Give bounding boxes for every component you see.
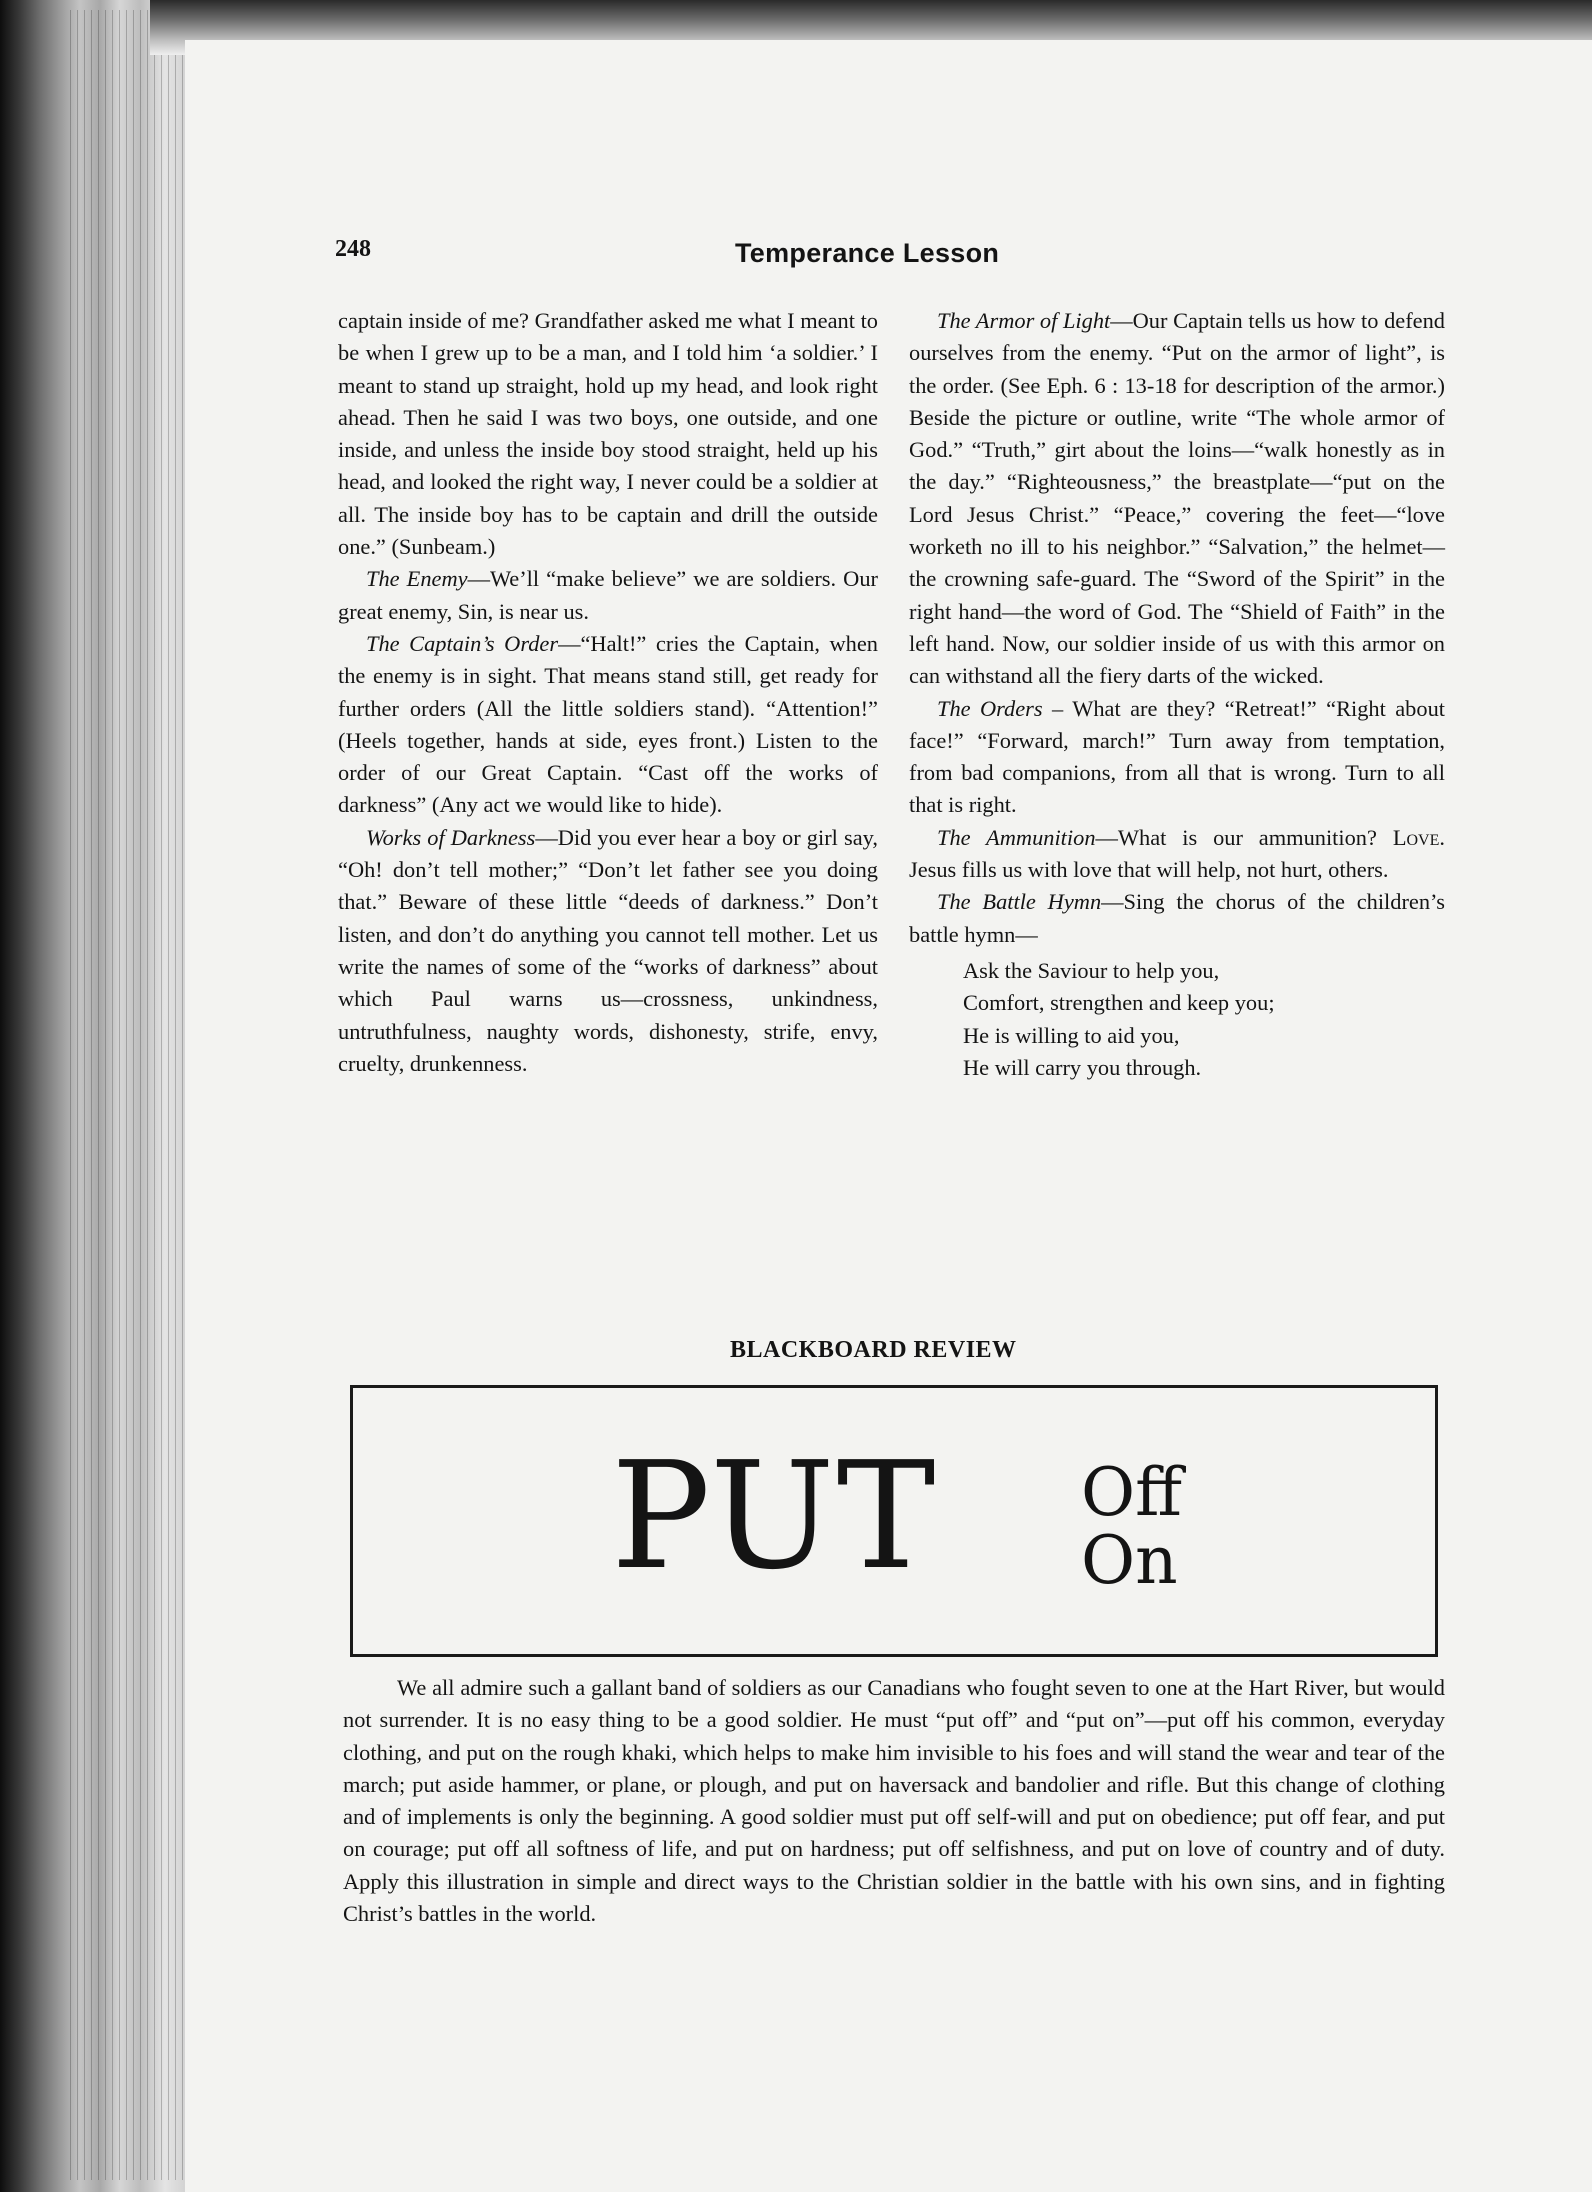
right-column [909,305,1445,1084]
left-column [338,305,878,1080]
left-paragraph-2 [338,563,878,628]
right-paragraph-1 [909,305,1445,693]
section-text-works-of-darkness: —Did you ever hear a boy or girl say, “Oh! don’t tell mother;” “Don’t let father see you doing that.” Beware of these little “deeds of darkness.” Don’t listen, and don’t do anything you cannot tell mother. Let us write the names of some of the “works of darkness” about which Paul warns us—crossness, unkindness, untruthfulness, naughty words, dishonesty, strife, envy, cruelty, drunkenness. [338,824,878,1076]
running-title: Temperance Lesson [735,238,1000,268]
right-paragraph-2 [909,693,1445,822]
right-paragraph-4 [909,886,1445,951]
section-text-battle-hymn: —Sing the chorus of the children’s battle hymn— [909,889,1445,947]
blackboard-review-box [350,1385,1438,1657]
review-word-on: On [1081,1522,1178,1599]
closing-section [343,1672,1445,1930]
hymn-line: He is willing to aid you, [963,1022,1180,1048]
hymn-line: Ask the Saviour to help you, [963,957,1220,983]
section-text-enemy: —We’ll “make believe” we are soldiers. Our great enemy, Sin, is near us. [338,566,878,624]
page-stack-edges [70,10,190,2180]
section-text-ammunition-love: Love [1392,824,1440,850]
review-word-put: PUT [611,1430,938,1602]
section-heading-battle-hymn: The Battle Hymn [937,889,1102,915]
section-text-armor-of-light: —Our Captain tells us how to defend ourselves from the enemy. “Put on the armor of light”, is the order. (See Eph. 6 : 13-18 for description of the armor.) Beside the picture or outline, write “The whole armor of God.” “Truth,” girt about the loins—“walk honestly as in the day.” “Righteousness,” the breastplate—“put on the Lord Jesus Christ.” “Peace,” covering the feet—“love worketh no ill to his neighbor.” “Salvation,” the helmet—the crowning safe-guard. The “Sword of the Spirit” in the right hand—the word of God. The “Shield of Faith” in the left hand. Now, our soldier inside of us with this armor on can withstand all the fiery darts of the wicked. [909,308,1445,689]
right-paragraph-3 [909,822,1445,887]
section-heading-orders: The Orders [937,695,1043,721]
blackboard-review-heading: BLACKBOARD REVIEW [730,1337,1017,1363]
section-text-orders: – What are they? “Retreat!” “Right about face!” “Forward, march!” Turn away from temptation, from bad companions, from all that is wrong. Turn to all that is right. [909,695,1445,818]
section-heading-enemy: The Enemy [366,566,468,592]
section-heading-armor-of-light: The Armor of Light [937,308,1111,333]
section-heading-ammunition: The Ammunition [937,824,1096,850]
page-number: 248 [335,236,371,262]
section-text-captains-order: —“Halt!” cries the Captain, when the enemy is in sight. That means stand still, get ready for further orders (All the little soldiers stand). “Attention!” (Heels together, hands at side, eyes front.) Listen to the order of our Great Captain. “Cast off the works of darkness” (Any act we would like to hide). [338,630,878,818]
section-heading-works-of-darkness: Works of Darkness [366,824,536,850]
left-paragraph-4 [338,822,878,1080]
review-word-off: Off [1081,1454,1182,1531]
section-text-ammunition-b: . Jesus fills us with love that will help, not hurt, others. [909,824,1445,883]
left-paragraph-1: captain inside of me? Grandfather asked me what I meant to be when I grew up to be a man, and I told him ‘a soldier.’ I meant to stand up straight, hold up my head, and look right ahead. Then he said I was two boys, one outside, and one inside, and unless the inside boy stood straight, held up his head, and looked the right way, I never could be a soldier at all. The inside boy has to be captain and drill the outside one.” (Sunbeam.) [338,308,878,560]
section-text-ammunition-a: —What is our ammunition? [1095,824,1393,850]
section-heading-captains-order: The Captain’s Order [366,630,559,656]
hymn-line: He will carry you through. [963,1054,1202,1080]
closing-paragraph: We all admire such a gallant band of soldiers as our Canadians who fought seven to one at the Hart River, but would not surrender. It is no easy thing to be a good soldier. He must “put off” and “put on”—put off his common, everyday clothing, and put on the rough khaki, which helps to make him invisible to his foes and will stand the wear and tear of the march; put aside hammer, or plane, or plough, and put on haversack and bandolier and rifle. But this change of clothing and of implements is only the beginning. A good soldier must put off self-will and put on obedience; put off fear, and put on courage; put off all softness of life, and put on hardness; put off selfishness, and put on love of country and of duty. Apply this illustration in simple and direct ways to the Christian soldier in the battle with his own sins, and in fighting Christ’s battles in the world. [343,1675,1445,1927]
hymn-line: Comfort, strengthen and keep you; [963,990,1275,1016]
left-paragraph-3 [338,628,878,822]
hymn-chorus [963,955,1445,1084]
